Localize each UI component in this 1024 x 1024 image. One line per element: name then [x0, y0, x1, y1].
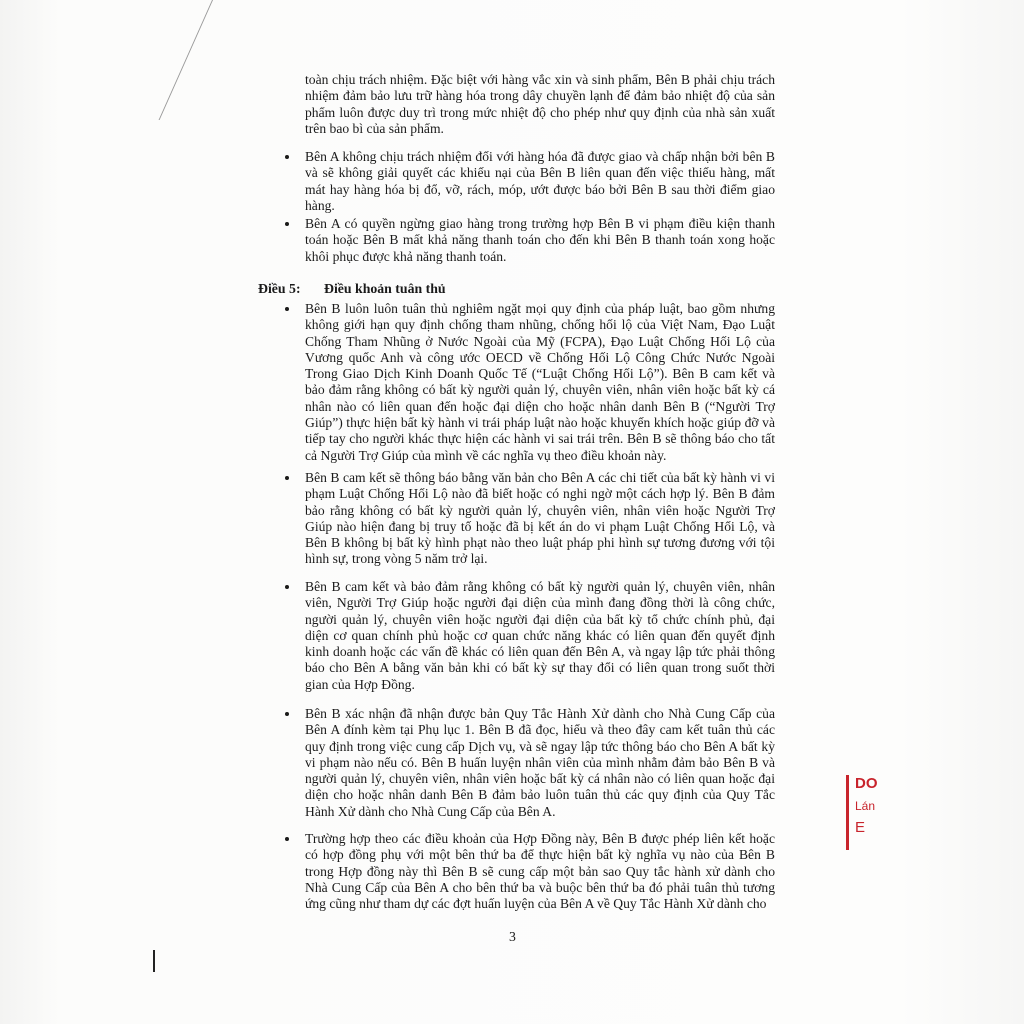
bullet-icon	[285, 712, 289, 716]
bullet-item	[305, 831, 775, 912]
article-title: Điều khoản tuân thủ	[324, 281, 446, 296]
page-number: 3	[509, 929, 516, 944]
red-stamp	[846, 775, 879, 850]
stamp-line-2: Lán	[855, 799, 876, 813]
bullet-icon	[285, 585, 289, 589]
bullet-text: Bên B luôn luôn tuân thủ nghiêm ngặt mọi quy định của pháp luật, bao gồm nhưng không giới hạn quy định chống tham nhũng, chống hối lộ của Việt Nam, Đạo Luật Chống Tham Nhũng ở Nước Ngoài của Mỹ (FCPA), Đạo Luật Chống Hối Lộ của Vương quốc Anh và công ước OECD về Chống Hối Lộ Công Chức Nước Ngoài Trong Giao Dịch Kinh Doanh Quốc Tế (“Luật Chống Hối Lộ”). Bên B cam kết và bảo đảm rằng không có bất kỳ người quản lý, chuyên viên, nhân viên hoặc bất kỳ cá nhân nào có liên quan đến hoặc đại diện cho hoặc nhân danh Bên B (“Người Trợ Giúp”) thực hiện bất kỳ hành vi trái pháp luật nào hoặc khuyến khích hoặc giúp đỡ và tiếp tay cho người khác thực hiện các hành vi sai trái trên. Bên B sẽ thông báo cho tất cả Người Trợ Giúp của mình về các nghĩa vụ theo điều khoản này.	[305, 301, 775, 463]
bullet-text: Bên B cam kết và bảo đảm rằng không có bất kỳ người quản lý, chuyên viên, nhân viên, Người Trợ Giúp hoặc người đại diện của mình đang đồng thời là công chức, người quản lý, chuyên viên hoặc người đại diện của bất kỳ tổ chức chính phủ, đại diện cơ quan chính phủ hoặc cơ quan chức năng khác có liên quan đến quyết định kinh doanh hoặc các vấn đề khác có liên quan đến Bên A, và ngay lập tức phải thông báo cho Bên A bằng văn bản khi có bất kỳ sự thay đổi có liên quan trong suốt thời gian của Hợp Đồng.	[305, 579, 775, 692]
page-fold-edge	[99, 0, 213, 120]
bullet-text: Bên B xác nhận đã nhận được bản Quy Tắc Hành Xử dành cho Nhà Cung Cấp của Bên A đính kèm tại Phụ lục 1. Bên B đã đọc, hiểu và theo đây cam kết tuân thủ các quy định trong việc cung cấp Dịch vụ, và sẽ ngay lập tức thông báo cho Bên A bất kỳ vi phạm nào nếu có. Bên B huấn luyện nhân viên của mình nhằm đảm bảo Bên B và người quản lý, chuyên viên, nhân viên hoặc bất kỳ cá nhân nào có liên quan hoặc đại diện cho hoặc nhân danh Bên B đảm bảo luôn tuân thủ các quy định của Quy Tắc Hành Xử dành cho Nhà Cung Cấp của Bên A.	[305, 706, 775, 819]
stamp-line-1: DO	[855, 775, 878, 792]
bullet-item	[305, 149, 775, 214]
bullet-icon	[285, 307, 289, 311]
bullet-text: Bên A không chịu trách nhiệm đối với hàng hóa đã được giao và chấp nhận bởi bên B và sẽ không giải quyết các khiếu nại của Bên B liên quan đến việc thiếu hàng, mất mát hay hàng hóa bị đổ, vỡ, rách, móp, ướt được báo bởi Bên B sau thời điểm giao hàng.	[305, 149, 775, 213]
bullet-icon	[285, 837, 289, 841]
bullet-item	[305, 470, 775, 568]
bullet-item	[305, 301, 775, 464]
bullet-icon	[285, 222, 289, 226]
bullet-item	[305, 706, 775, 820]
bullet-text: Bên B cam kết sẽ thông báo bằng văn bản cho Bên A các chi tiết của bất kỳ hành vi vi phạm Luật Chống Hối Lộ nào đã biết hoặc có nghi ngờ một cách hợp lý. Bên B đảm bảo rằng không có bất kỳ người quản lý, chuyên viên, nhân viên hoặc Người Trợ Giúp nào hiện đang bị truy tố hoặc đã bị kết án do vi phạm Luật Chống Hối Lộ, và Bên B không bị bất kỳ hình phạt nào theo luật pháp phi hình sự tương đương với tội hình sự, trong vòng 5 năm trở lại.	[305, 470, 775, 567]
scan-mark	[153, 950, 155, 972]
bullet-text: Trường hợp theo các điều khoản của Hợp Đồng này, Bên B được phép liên kết hoặc có hợp đồng phụ với một bên thứ ba để thực hiện bất kỳ nghĩa vụ nào của Bên B trong Hợp đồng này thì Bên B sẽ cung cấp một bản sao Quy tắc hành xử dành cho Nhà Cung Cấp của Bên A cho bên thứ ba và buộc bên thứ ba đó phải tuân thủ tương ứng cũng như tham dự các đợt huấn luyện của Bên A về Quy Tắc Hành Xử dành cho	[305, 831, 775, 912]
intro-paragraph: toàn chịu trách nhiệm. Đặc biệt với hàng vắc xin và sinh phẩm, Bên B phải chịu trách nhiệm đảm bảo lưu trữ hàng hóa trong dây chuyền lạnh để đảm bảo nhiệt độ của sản phẩm luôn được duy trì trong mức nhiệt độ cho phép như quy định của nhà sản xuất trên bao bì của sản phẩm.	[305, 72, 775, 136]
bullet-item	[305, 216, 775, 265]
article-number: Điều 5:	[258, 281, 301, 296]
stamp-line-3: E	[855, 819, 866, 836]
bullet-icon	[285, 155, 289, 159]
bullet-item	[305, 579, 775, 693]
bullet-icon	[285, 476, 289, 480]
bullet-text: Bên A có quyền ngừng giao hàng trong trường hợp Bên B vi phạm điều kiện thanh toán hoặc Bên B mất khả năng thanh toán cho đến khi Bên B thanh toán xong hoặc khôi phục được khả năng thanh toán.	[305, 216, 775, 264]
